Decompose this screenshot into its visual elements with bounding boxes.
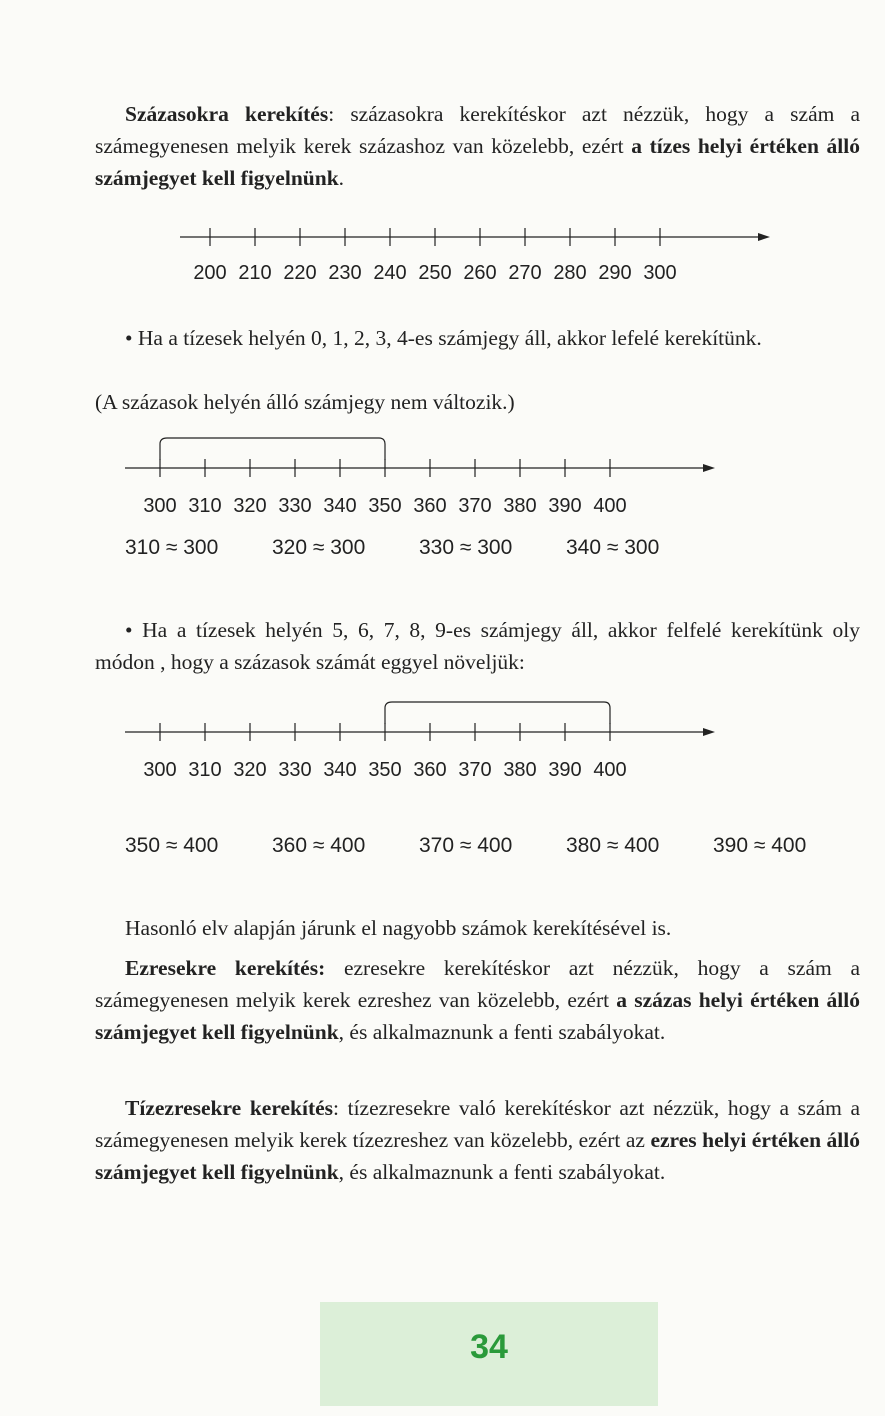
rule-down-text: Ha a tízesek helyén 0, 1, 2, 3, 4-es számjegy áll, akkor lefelé kerekítünk. bbox=[132, 326, 762, 350]
number-line-300-400-down bbox=[125, 430, 725, 520]
hundreds-title: Százasokra kerekítés bbox=[125, 102, 329, 126]
tenthousands-title: Tízezresekre kerekítés bbox=[125, 1096, 334, 1120]
tick-label: 310 bbox=[188, 495, 222, 517]
number-line-200-300-svg bbox=[180, 222, 780, 292]
tick-label: 230 bbox=[328, 262, 362, 284]
round-down-bracket bbox=[160, 438, 385, 460]
tick-label: 330 bbox=[278, 495, 312, 517]
page-number-box bbox=[320, 1302, 658, 1406]
tick-label: 300 bbox=[643, 262, 677, 284]
tenthousands-tail: , és alkalmaznunk a fenti szabályokat. bbox=[338, 1160, 666, 1184]
tick-label: 200 bbox=[193, 262, 227, 284]
arrow-head bbox=[703, 464, 715, 472]
tenthousands-sep: : bbox=[333, 1096, 348, 1120]
tick-label: 380 bbox=[503, 759, 537, 781]
bullet-point: • bbox=[125, 326, 133, 350]
tick-label: 310 bbox=[188, 759, 222, 781]
tick-label: 210 bbox=[238, 262, 272, 284]
tick-label: 250 bbox=[418, 262, 452, 284]
approx-item: 390 ≈ 400 bbox=[713, 834, 807, 857]
hundreds-bold: a tízes helyi értéken álló számjegyet kell figyelnünk bbox=[95, 134, 860, 190]
tick-label: 350 bbox=[368, 495, 402, 517]
tick-label: 370 bbox=[458, 495, 492, 517]
tick-label: 400 bbox=[593, 495, 627, 517]
arrow-head bbox=[758, 233, 770, 241]
tick-label: 320 bbox=[233, 495, 267, 517]
rule-up-paragraph bbox=[95, 614, 860, 678]
tick-label: 260 bbox=[463, 262, 497, 284]
approx-item: 310 ≈ 300 bbox=[125, 536, 219, 559]
hundreds-text: százasokra kerekítéskor azt nézzük, hogy a szám a számegyenesen melyik kerek százashoz van közelebb, ezért bbox=[95, 102, 860, 158]
approx-item: 350 ≈ 400 bbox=[125, 834, 219, 857]
thousands-paragraph bbox=[95, 952, 860, 1048]
thousands-title: Ezresekre kerekítés: bbox=[125, 956, 326, 980]
tick-label: 350 bbox=[368, 759, 402, 781]
tenthousands-paragraph bbox=[95, 1092, 860, 1188]
tick-label: 280 bbox=[553, 262, 587, 284]
tick-label: 330 bbox=[278, 759, 312, 781]
number-line-200-300 bbox=[180, 222, 780, 292]
bullet-point: • bbox=[125, 618, 133, 642]
tick-label: 380 bbox=[503, 495, 537, 517]
page-number: 34 bbox=[470, 1328, 508, 1366]
approx-item: 340 ≈ 300 bbox=[566, 536, 660, 559]
approx-item: 320 ≈ 300 bbox=[272, 536, 366, 559]
approx-item: 380 ≈ 400 bbox=[566, 834, 660, 857]
round-up-bracket bbox=[385, 702, 610, 724]
tick-label: 360 bbox=[413, 495, 447, 517]
approx-item: 330 ≈ 300 bbox=[419, 536, 513, 559]
thousands-text: ezresekre kerekítéskor azt nézzük, hogy a szám a számegyenesen melyik kerek ezreshez van közelebb, ezért bbox=[95, 956, 860, 1012]
tick-label: 300 bbox=[143, 495, 177, 517]
tick-label: 320 bbox=[233, 759, 267, 781]
tick-label: 390 bbox=[548, 495, 582, 517]
rule-down-paragraph bbox=[95, 322, 860, 354]
number-line-300-400-up-svg bbox=[125, 694, 725, 784]
tick-label: 290 bbox=[598, 262, 632, 284]
thousands-tail: , és alkalmaznunk a fenti szabályokat. bbox=[338, 1020, 666, 1044]
hundreds-sep: : bbox=[328, 102, 351, 126]
tenthousands-text: tízezresekre való kerekítéskor azt nézzük, hogy a szám a számegyenesen melyik kerek tízezreshez van közelebb, ezért az bbox=[95, 1096, 860, 1152]
tick-label: 270 bbox=[508, 262, 542, 284]
tick-label: 400 bbox=[593, 759, 627, 781]
tick-label: 220 bbox=[283, 262, 317, 284]
thousands-bold: a százas helyi értéken álló számjegyet kell figyelnünk bbox=[95, 988, 860, 1044]
tick-label: 370 bbox=[458, 759, 492, 781]
tick-label: 390 bbox=[548, 759, 582, 781]
arrow-head bbox=[703, 728, 715, 736]
approx-item: 370 ≈ 400 bbox=[419, 834, 513, 857]
similar-paragraph: Hasonló elv alapján járunk el nagyobb számok kerekítésével is. bbox=[125, 916, 672, 940]
tick-label: 360 bbox=[413, 759, 447, 781]
rule-up-text: Ha a tízesek helyén 5, 6, 7, 8, 9-es számjegy áll, akkor felfelé kerekítünk oly módon , hogy a százasok számát eggyel növeljük: bbox=[95, 618, 860, 674]
rule-down-note: (A százasok helyén álló számjegy nem változik.) bbox=[95, 390, 515, 414]
tick-label: 340 bbox=[323, 759, 357, 781]
approx-item: 360 ≈ 400 bbox=[272, 834, 366, 857]
hundreds-paragraph bbox=[95, 98, 860, 194]
number-line-300-400-up bbox=[125, 694, 725, 784]
number-line-300-400-down-svg bbox=[125, 430, 725, 520]
tick-label: 240 bbox=[373, 262, 407, 284]
tick-label: 340 bbox=[323, 495, 357, 517]
tenthousands-bold: ezres helyi értéken álló számjegyet kell figyelnünk bbox=[95, 1128, 860, 1184]
tick-label: 300 bbox=[143, 759, 177, 781]
hundreds-tail: . bbox=[338, 166, 345, 190]
